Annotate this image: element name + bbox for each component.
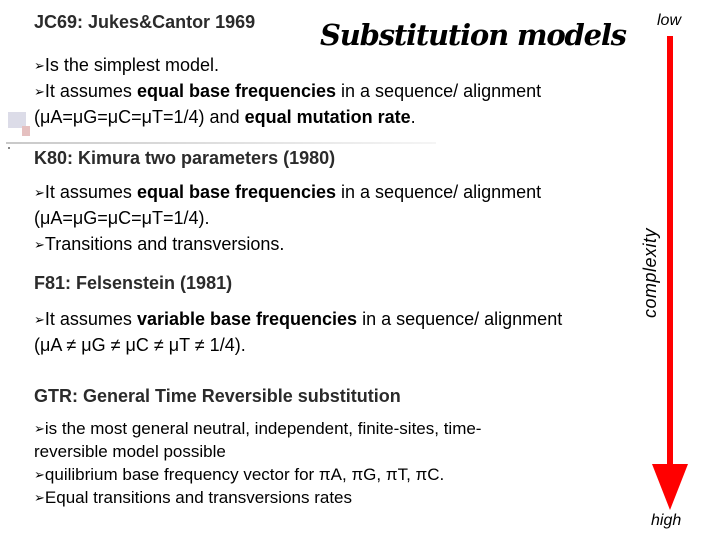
gtr-bullet-1: [34, 417, 481, 441]
arrow-bullet-icon: ➢: [34, 237, 45, 252]
arrow-bullet-icon: ➢: [34, 58, 45, 73]
slide-title: Substitution models: [320, 18, 626, 52]
jc69-bullet-2-bold: equal base frequencies: [136, 81, 337, 101]
jc69-heading: JC69: Jukes&Cantor 1969: [34, 12, 256, 32]
gtr-bullet-2-text: quilibrium base frequency vector for πA, πG, πT, πC.: [44, 465, 445, 484]
jc69-bullet-1: [34, 52, 219, 80]
jc69-bullet-2: [34, 78, 541, 106]
complexity-low-label: low: [657, 12, 682, 29]
jc69-line-3-post: .: [410, 107, 416, 127]
decorative-divider: [6, 142, 436, 144]
arrow-bullet-icon: ➢: [34, 421, 45, 436]
arrow-bullet-icon: ➢: [34, 467, 45, 482]
jc69-line-3-bold: equal mutation rate: [244, 107, 411, 127]
gtr-line-2: reversible model possible: [34, 442, 226, 461]
k80-bullet-2: [34, 231, 284, 259]
gtr-heading: GTR: General Time Reversible substitution: [34, 386, 401, 406]
gtr-bullet-3-text: Equal transitions and transversions rates: [44, 488, 353, 507]
k80-bullet-2-text: Transitions and transversions.: [44, 234, 285, 254]
f81-bullet-1-post: in a sequence/ alignment: [357, 309, 563, 329]
k80-bullet-1-bold: equal base frequencies: [136, 182, 337, 202]
k80-bullet-1-pre: It assumes: [44, 182, 137, 202]
gtr-bullet-1-text: is the most general neutral, independent, finite-sites, time-: [44, 419, 482, 438]
gtr-bullet-3: [34, 486, 352, 510]
k80-line-2: (μA=μG=μC=μT=1/4).: [34, 208, 210, 228]
arrow-bullet-icon: ➢: [34, 490, 45, 505]
complexity-axis-label: complexity: [640, 227, 660, 318]
jc69-line-3: [34, 104, 416, 130]
f81-bullet-1-bold: variable base frequencies: [136, 309, 358, 329]
arrow-bullet-icon: ➢: [34, 312, 45, 327]
decorative-block-accent: [22, 126, 30, 136]
decorative-dot: [8, 147, 10, 149]
arrow-bullet-icon: ➢: [34, 84, 45, 99]
complexity-high-label: high: [651, 512, 682, 529]
k80-heading: K80: Kimura two parameters (1980): [34, 148, 336, 168]
f81-bullet-1-pre: It assumes: [44, 309, 137, 329]
f81-line-2: (μA ≠ μG ≠ μC ≠ μT ≠ 1/4).: [34, 335, 246, 355]
jc69-bullet-2-post: in a sequence/ alignment: [336, 81, 542, 101]
k80-bullet-1-post: in a sequence/ alignment: [336, 182, 542, 202]
gtr-bullet-2: [34, 463, 444, 487]
k80-bullet-1: [34, 179, 541, 207]
f81-bullet-1: [34, 306, 562, 334]
arrow-bullet-icon: ➢: [34, 185, 45, 200]
complexity-arrow-icon: [650, 36, 690, 512]
jc69-line-3-pre: (μA=μG=μC=μT=1/4) and: [34, 107, 245, 127]
jc69-bullet-1-text: Is the simplest model.: [44, 55, 219, 75]
f81-heading: F81: Felsenstein (1981): [34, 273, 233, 293]
jc69-bullet-2-pre: It assumes: [44, 81, 137, 101]
